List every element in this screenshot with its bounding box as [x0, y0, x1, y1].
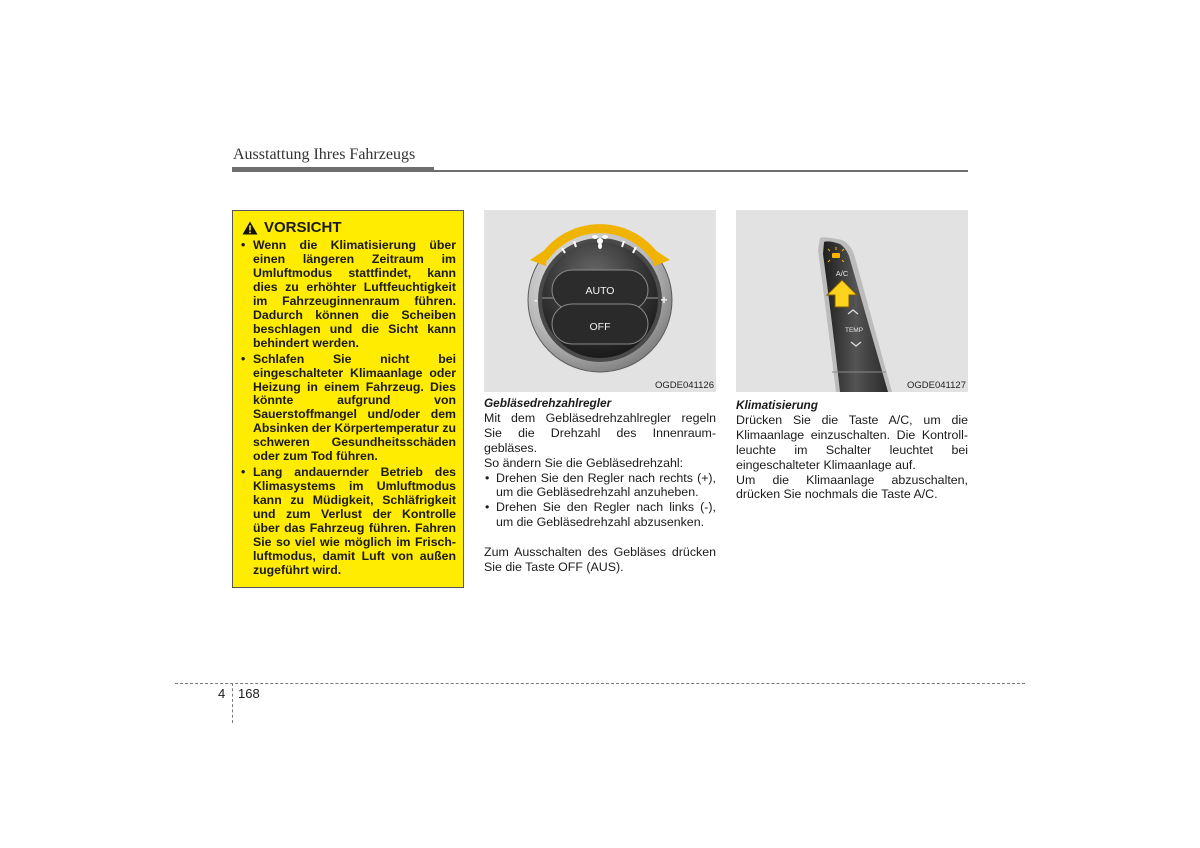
off-note: Zum Ausschalten des Gebläses drücken Sie die Taste OFF (AUS). — [484, 545, 716, 575]
plus-label: + — [660, 293, 668, 307]
caution-title: VORSICHT — [264, 219, 342, 236]
ac-paragraph-off: Um die Klimaanlage abzuschalten, drücken Sie nochmals die Taste A/C. — [736, 472, 968, 502]
section-intro: Mit dem Gebläsedrehzahlregler regeln Sie die Drehzahl des Innenraum-gebläses. — [484, 410, 716, 455]
fan-speed-section — [484, 396, 716, 575]
ac-button-label: A/C — [835, 269, 849, 278]
section-heading: Klimatisierung — [736, 398, 818, 412]
spacer — [484, 530, 716, 545]
fan-knob-illustration — [484, 210, 716, 392]
caution-header — [242, 219, 456, 236]
ac-paragraph-on: Drücken Sie die Taste A/C, um die Klimaanlage einzuschalten. Die Kontroll-leuchte im Schalter leuchtet bei eingeschalteter Klimaanlage auf. — [736, 412, 968, 472]
instruction-item: • Drehen Sie den Regler nach links (-), um die Gebläsedrehzahl abzusenken. — [484, 500, 716, 530]
figure-code: OGDE041126 — [655, 380, 714, 391]
ac-switch-illustration — [736, 210, 968, 392]
footer-rule — [175, 683, 1025, 684]
caution-item: • Wenn die Klimatisierung über einen längeren Zeitraum im Umluftmodus stattfindet, kann dies zu erhöhter Luftfeuchtigkeit im Fahrzeuginnenraum führen. Dadurch können die Scheiben beschlagen und die Sicht kann behindert werden. — [240, 239, 456, 351]
instruction-item: • Drehen Sie den Regler nach rechts (+), um die Gebläsedrehzahl anzuheben. — [484, 471, 716, 501]
caution-item: • Lang andauernder Betrieb des Klimasystems im Umluftmodus kann zu Müdigkeit, Schläfrigkeit und zum Verlust der Kontrolle über das Fahrzeug führen. Fahren Sie so viel wie möglich im Frisch-luftmodus, damit Luft von außen zugeführt wird. — [240, 466, 456, 578]
temp-label: TEMP — [844, 327, 864, 334]
header-rule-thin — [434, 170, 968, 172]
off-button-label: OFF — [589, 321, 611, 333]
air-conditioning-section — [736, 398, 968, 502]
instruction-list — [484, 471, 716, 531]
ac-switch-figure — [736, 210, 968, 392]
ac-indicator-light — [832, 253, 840, 258]
auto-button-label: AUTO — [585, 285, 615, 297]
page-number: 168 — [238, 686, 260, 701]
fan-control-figure — [484, 210, 716, 392]
section-heading: Gebläsedrehzahlregler — [484, 396, 612, 410]
caution-list — [240, 239, 456, 578]
figure-code: OGDE041127 — [907, 380, 966, 391]
footer-divider — [232, 683, 233, 723]
header-title: Ausstattung Ihres Fahrzeugs — [233, 146, 416, 163]
minus-label: - — [534, 293, 538, 307]
header-rule-thick — [232, 167, 434, 172]
section-lead: So ändern Sie die Gebläsedrehzahl: — [484, 455, 684, 470]
warning-triangle-icon — [242, 221, 258, 235]
caution-item: • Schlafen Sie nicht bei eingeschalteter Klimaanlage oder Heizung in einem Fahrzeug. Dies könnte aufgrund von Sauerstoffmangel und/oder dem Absinken der Körpertemperatur zu schweren Gesundheitsschäden oder zum Tod führen. — [240, 353, 456, 465]
chapter-number: 4 — [218, 686, 226, 701]
caution-box — [232, 210, 464, 588]
